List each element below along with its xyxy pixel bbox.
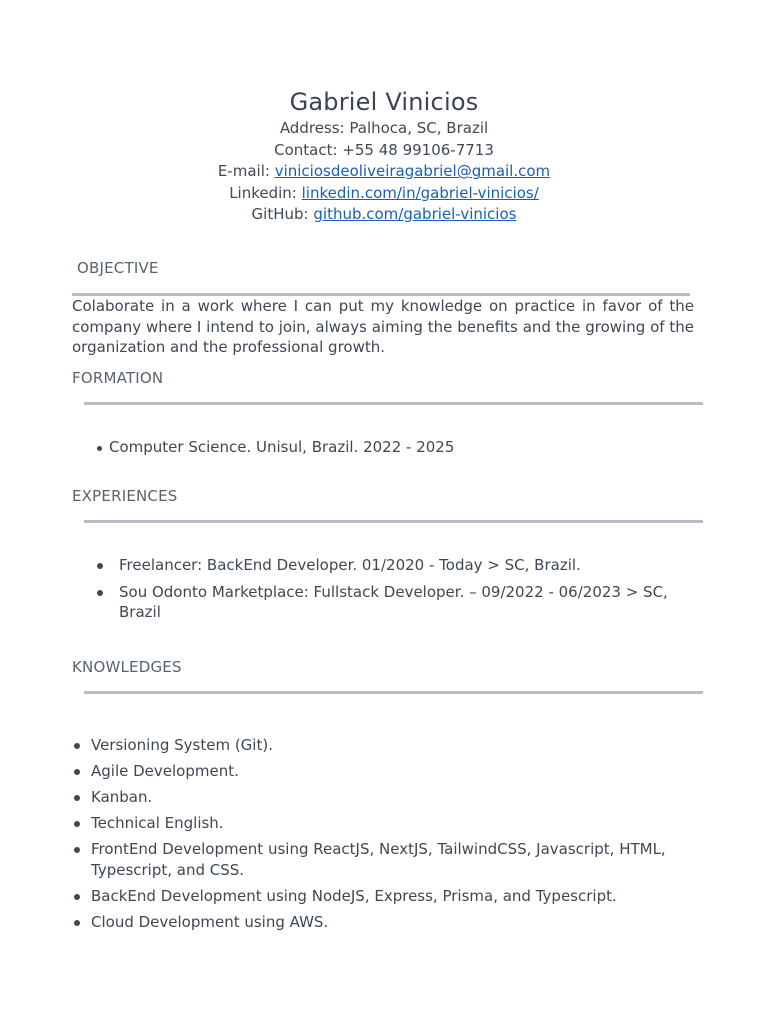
list-item bbox=[74, 761, 696, 782]
github-label: GitHub: bbox=[251, 205, 309, 224]
knowledges-divider bbox=[84, 691, 703, 694]
address-value: Palhoca, SC, Brazil bbox=[349, 119, 489, 137]
knowledge-item-text: Agile Development. bbox=[91, 762, 239, 780]
list-item bbox=[74, 787, 696, 808]
contact-label: Contact: bbox=[274, 140, 338, 159]
linkedin-label: Linkedin: bbox=[229, 183, 297, 202]
experience-item-text: Freelancer: BackEnd Developer. 01/2020 - Today > SC, Brazil. bbox=[119, 556, 581, 574]
list-item bbox=[97, 437, 697, 458]
resume-header bbox=[0, 86, 768, 226]
bullet-icon bbox=[97, 563, 103, 569]
experiences-divider bbox=[84, 520, 703, 523]
knowledge-item-text: BackEnd Development using NodeJS, Express, Prisma, and Typescript. bbox=[91, 886, 617, 905]
list-item bbox=[74, 839, 696, 880]
list-item bbox=[74, 735, 696, 756]
email-link[interactable]: viniciosdeoliveiragabriel@gmail.com bbox=[274, 162, 551, 181]
bullet-icon bbox=[74, 769, 80, 775]
objective-heading: OBJECTIVE bbox=[77, 259, 159, 277]
linkedin-line bbox=[0, 183, 768, 205]
bullet-icon bbox=[74, 743, 80, 749]
bullet-icon bbox=[97, 446, 102, 451]
github-link[interactable]: github.com/gabriel-vinicios bbox=[313, 205, 517, 224]
bullet-icon bbox=[74, 920, 80, 926]
list-item bbox=[97, 555, 697, 576]
email-label: E-mail: bbox=[217, 162, 270, 181]
knowledge-item-text: FrontEnd Development using ReactJS, NextJS, TailwindCSS, Javascript, HTML, Typescript, and CSS. bbox=[91, 840, 666, 879]
bullet-icon bbox=[74, 795, 80, 801]
objective-text: Colaborate in a work where I can put my knowledge on practice in favor of the company where I intend to join, always aiming the benefits and the growing of the organization and the professional growth. bbox=[72, 297, 694, 356]
experiences-heading: EXPERIENCES bbox=[72, 487, 178, 505]
candidate-name: Gabriel Vinicios bbox=[289, 88, 479, 116]
list-item bbox=[74, 813, 696, 834]
knowledge-item-text: Cloud Development using AWS. bbox=[91, 912, 329, 931]
experiences-list bbox=[97, 555, 697, 623]
address-line bbox=[0, 118, 768, 140]
bullet-icon bbox=[74, 821, 80, 827]
formation-list bbox=[97, 437, 697, 458]
knowledges-list bbox=[74, 735, 696, 932]
address-label: Address: bbox=[279, 119, 345, 137]
knowledge-item-text: Kanban. bbox=[91, 788, 153, 806]
bullet-icon bbox=[97, 590, 103, 596]
contact-value: +55 48 99106-7713 bbox=[342, 140, 494, 159]
linkedin-link[interactable]: linkedin.com/in/gabriel-vinicios/ bbox=[301, 183, 539, 202]
knowledge-item-text: Versioning System (Git). bbox=[91, 736, 273, 754]
knowledges-heading: KNOWLEDGES bbox=[72, 658, 182, 676]
list-item bbox=[74, 912, 696, 933]
formation-heading: FORMATION bbox=[72, 369, 164, 387]
bullet-icon bbox=[74, 847, 80, 853]
github-line bbox=[0, 204, 768, 226]
list-item bbox=[74, 886, 696, 907]
formation-divider bbox=[84, 402, 703, 405]
knowledge-item-text: Technical English. bbox=[91, 814, 224, 832]
experience-item-text: Sou Odonto Marketplace: Fullstack Developer. – 09/2022 - 06/2023 > SC, Brazil bbox=[119, 582, 668, 621]
bullet-icon bbox=[74, 894, 80, 900]
contact-line bbox=[0, 140, 768, 162]
formation-item-text: Computer Science. Unisul, Brazil. 2022 - 2025 bbox=[109, 438, 455, 456]
email-line bbox=[0, 161, 768, 183]
list-item bbox=[97, 582, 697, 623]
